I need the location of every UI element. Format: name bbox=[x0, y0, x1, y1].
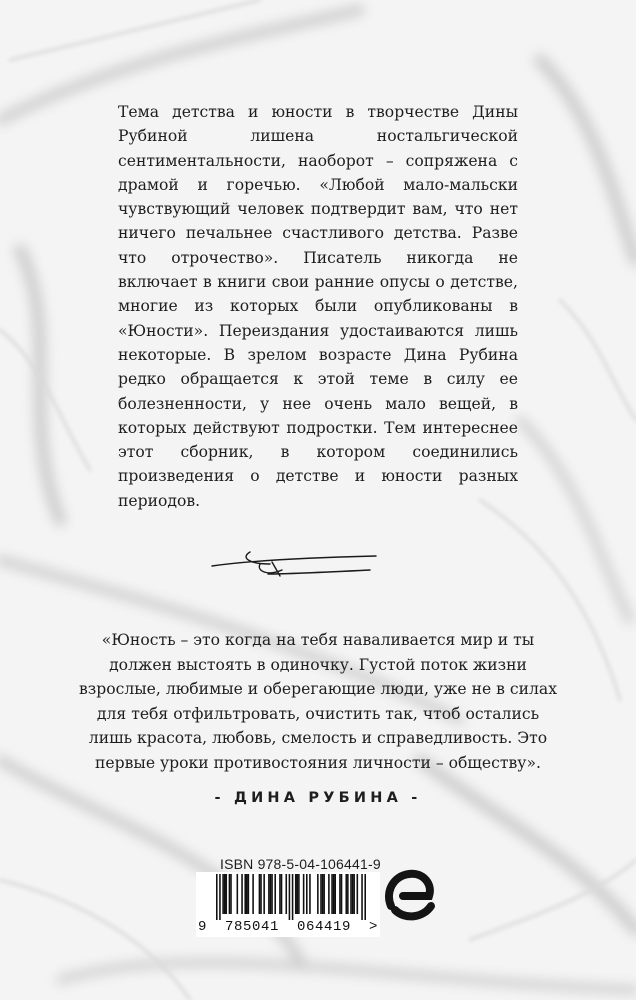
barcode-bar bbox=[352, 874, 354, 914]
barcode-bar bbox=[216, 874, 218, 920]
barcode-bar bbox=[322, 874, 324, 914]
barcode-bar bbox=[361, 874, 363, 920]
barcode-bar bbox=[229, 874, 231, 914]
barcode-bar bbox=[350, 874, 352, 914]
barcode-bar bbox=[268, 874, 270, 914]
eksmo-e-logo-icon bbox=[383, 866, 437, 922]
barcode-bar bbox=[252, 874, 254, 914]
barcode-bar bbox=[303, 874, 305, 914]
barcode-bar bbox=[298, 874, 300, 914]
isbn-label: ISBN 978-5-04-106441-9 bbox=[220, 856, 381, 872]
barcode-bar bbox=[219, 874, 221, 920]
barcode-bar bbox=[285, 874, 287, 914]
barcode-bar bbox=[289, 874, 291, 920]
barcode-bar bbox=[230, 874, 232, 914]
barcode-bar bbox=[271, 874, 273, 914]
barcode-bar bbox=[333, 874, 335, 914]
ean13-barcode bbox=[216, 874, 366, 920]
barcode-bar bbox=[246, 874, 248, 914]
barcode-bar bbox=[306, 874, 308, 914]
barcode-bar bbox=[357, 874, 359, 914]
barcode-bar bbox=[274, 874, 276, 914]
barcode-bar bbox=[224, 874, 226, 914]
barcode-bar bbox=[241, 874, 243, 914]
barcode-bar bbox=[364, 874, 366, 920]
author-name: - ДИНА РУБИНА - bbox=[214, 790, 422, 806]
barcode-bar bbox=[328, 874, 330, 914]
barcode-bar bbox=[259, 874, 261, 914]
barcode-bar bbox=[345, 874, 347, 914]
barcode-bar bbox=[320, 874, 322, 914]
barcode-bar bbox=[225, 874, 227, 914]
author-quote: «Юность – это когда на тебя наваливается мир и ты должен выстоять в одиночку. Густой поток жизни взрослые, любимые и оберегающие люди, уже не в силах для тебя отфильтровать, очистить так, чтоб остались лишь красота, любовь, смелость и справедливость. Это первые уроки противостояния личности – обществу». bbox=[78, 631, 558, 772]
barcode-bar bbox=[244, 874, 246, 914]
barcode-bar bbox=[279, 874, 281, 914]
barcode-bar bbox=[237, 874, 239, 914]
barcode-bar bbox=[263, 874, 265, 914]
barcode-bar bbox=[295, 874, 297, 914]
barcode-bar bbox=[248, 874, 250, 914]
author-signature bbox=[210, 540, 380, 590]
barcode-bar bbox=[281, 874, 283, 914]
barcode-bar bbox=[331, 874, 333, 914]
barcode-bar bbox=[347, 874, 349, 914]
barcode-bar bbox=[297, 874, 299, 914]
barcode-bar bbox=[339, 874, 341, 914]
barcode-bar bbox=[334, 874, 336, 914]
barcode-bar bbox=[323, 874, 325, 914]
barcode-bar bbox=[341, 874, 343, 914]
ean-digits: 9 785041 064419 > bbox=[197, 919, 379, 935]
barcode-bar bbox=[270, 874, 272, 914]
barcode-bar bbox=[260, 874, 262, 914]
barcode-bar bbox=[317, 874, 319, 914]
barcode-bar bbox=[292, 874, 294, 920]
annotation-blurb: Тема детства и юности в творчестве Дины Рубиной лишена ностальгической сентиментальности, наоборот – сопряжена с драмой и горечью. «Любой мало-мальски чувствующий человек подтвердит вам, что нет ничего печальнее счастливого детства. Разве что отрочество». Писатель никогда не включает в книги свои ранние опусы о детстве, многие из которых были опубликованы в «Юности». Переиздания удостаиваются лишь некоторые. В зрелом возрасте Дина Рубина редко обращается к этой теме в силу ее болезненности, у нее очень мало вещей, в которых действуют подростки. Тем интереснее этот сборник, в котором соединились произведения о детстве и юности разных периодов. bbox=[118, 103, 518, 510]
barcode-bar bbox=[353, 874, 355, 914]
barcode-bar bbox=[309, 874, 311, 914]
barcode-bar bbox=[222, 874, 224, 914]
barcode-block bbox=[196, 872, 380, 937]
